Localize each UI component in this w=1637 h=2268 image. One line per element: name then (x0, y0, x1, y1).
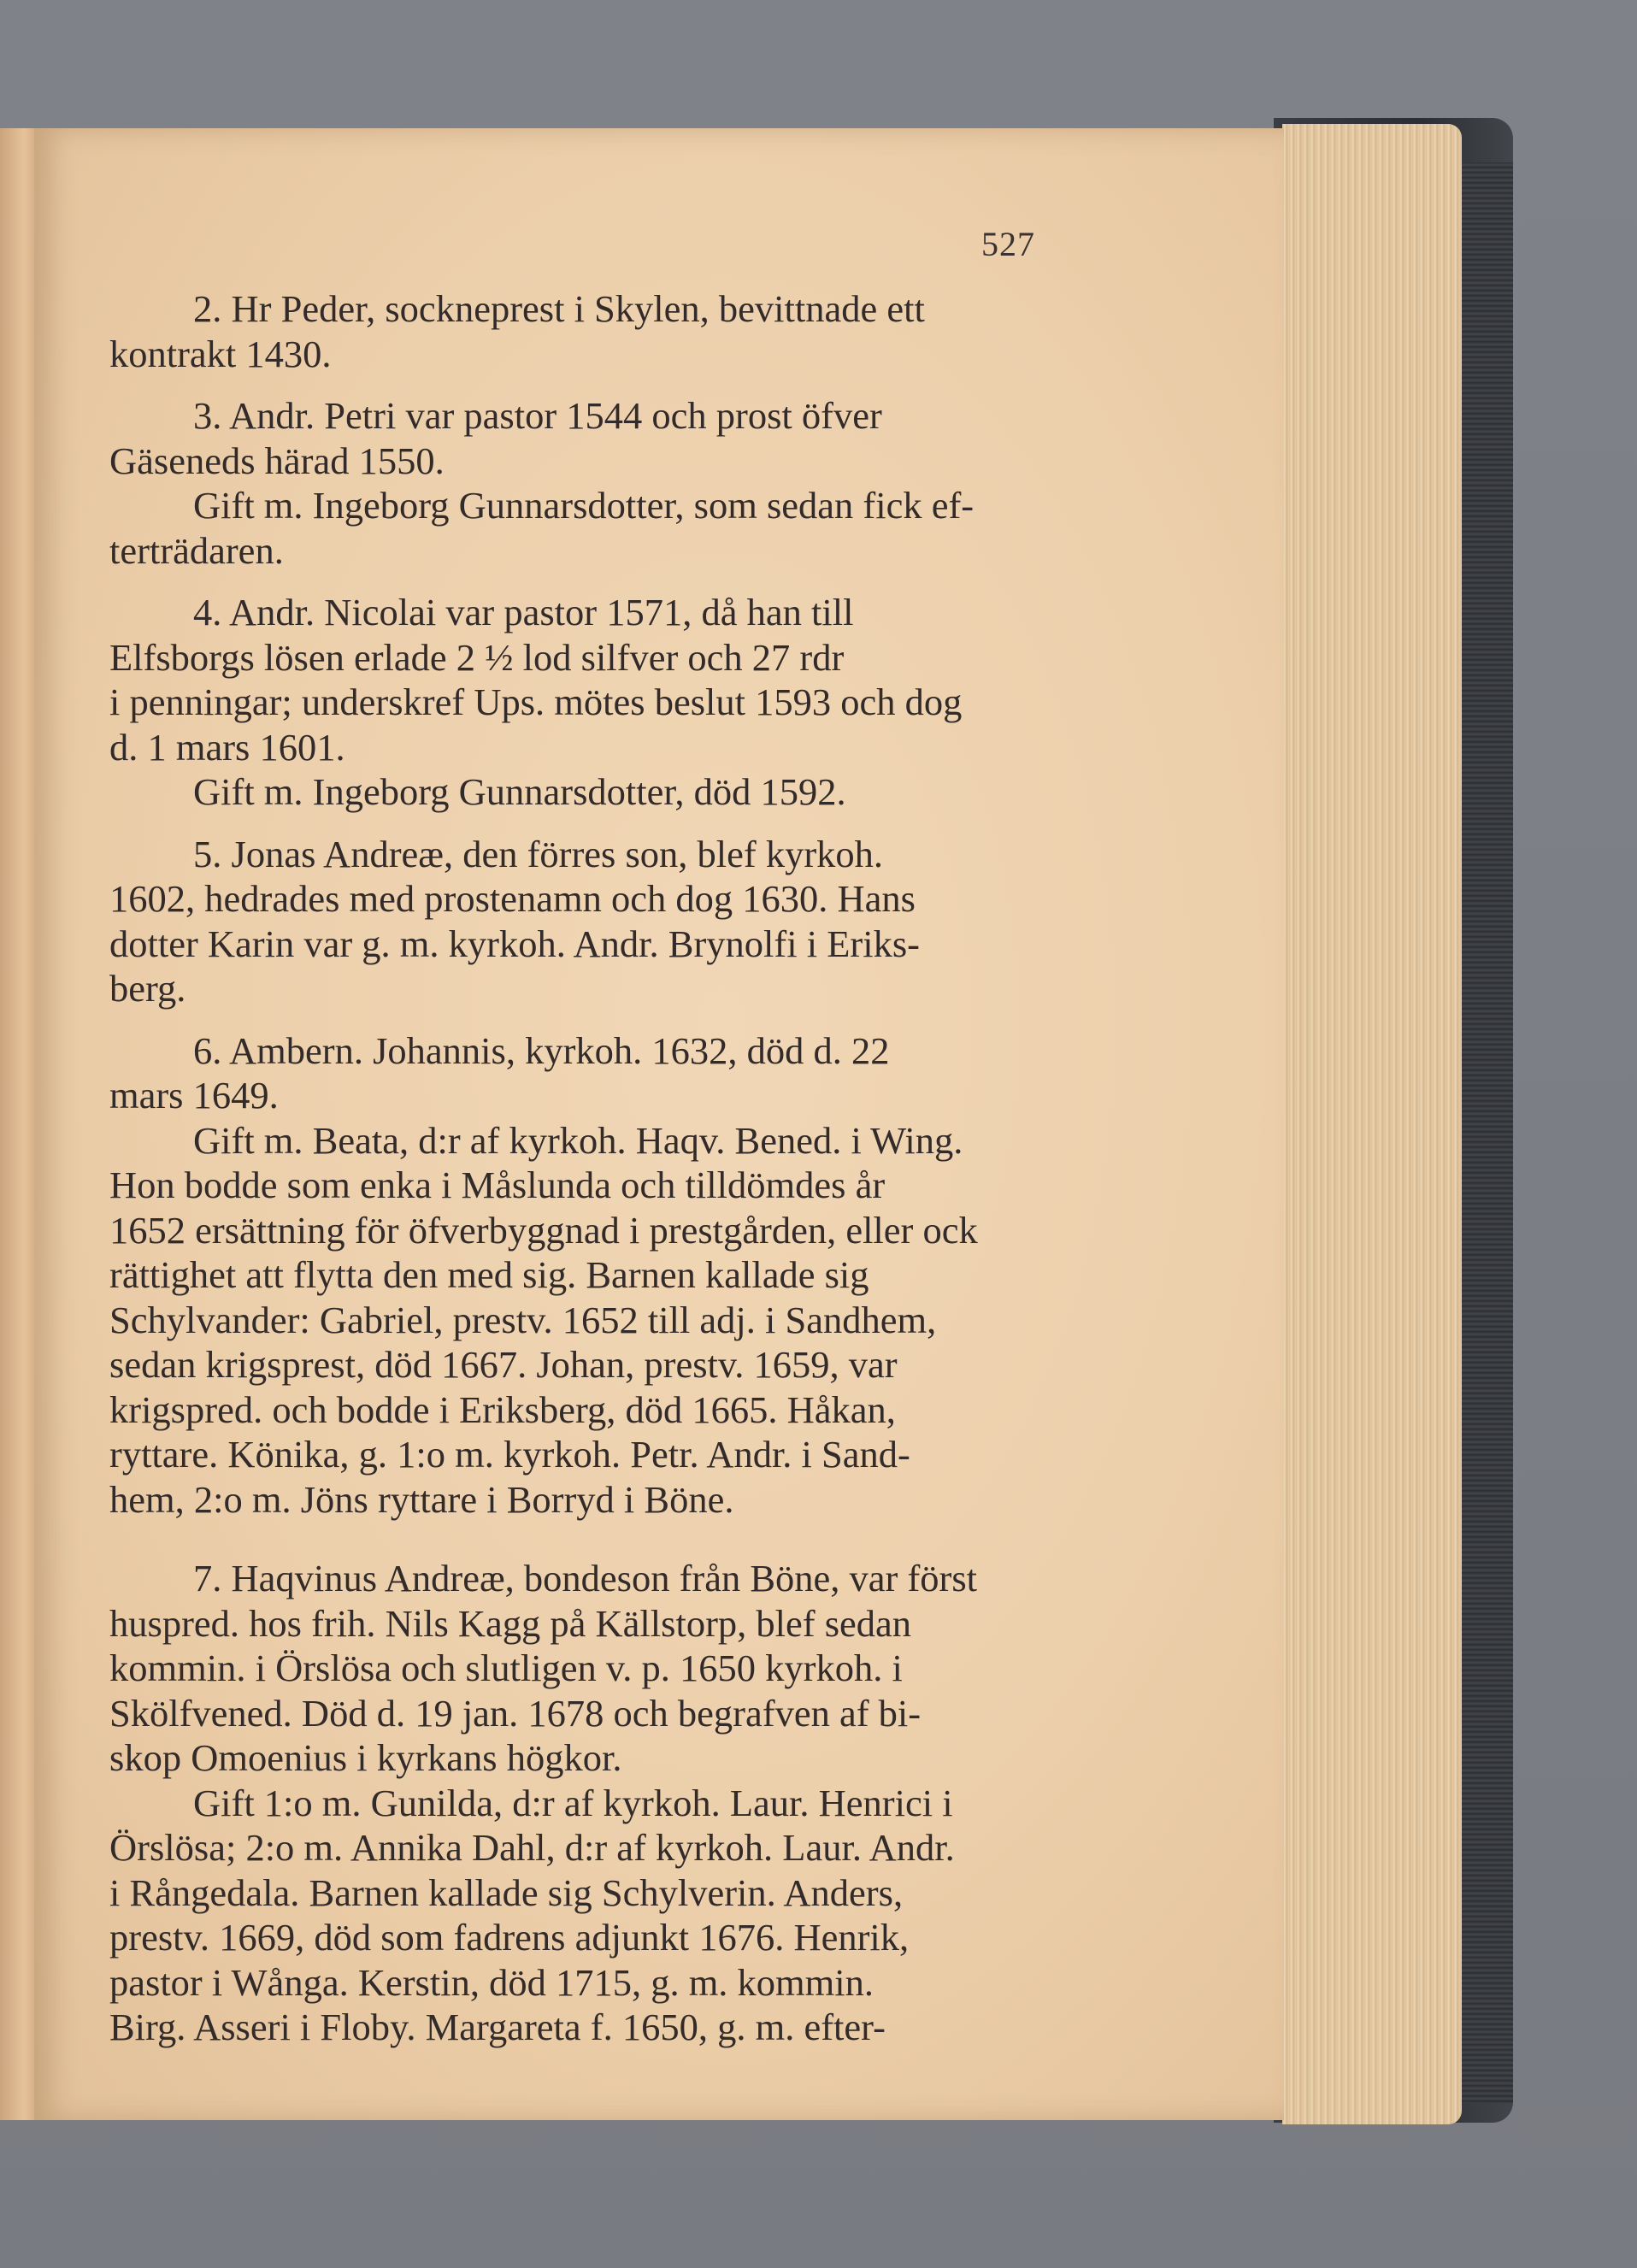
text-line: Elfsborgs lösen erlade 2 ½ lod silfver och 27 rdr (109, 635, 845, 679)
text-line: hem, 2:o m. Jöns ryttare i Borryd i Böne. (109, 1477, 734, 1521)
text-line: Skölfvened. Död d. 19 jan. 1678 och begrafven af bi- (109, 1691, 922, 1735)
text-line: sedan krigsprest, död 1667. Johan, prestv. 1659, var (109, 1343, 898, 1386)
text-line: mars 1649. (109, 1074, 279, 1116)
text-line: Örslösa; 2:o m. Annika Dahl, d:r af kyrkoh. Laur. Andr. (109, 1826, 955, 1869)
facing-page-edge (0, 128, 34, 2120)
entry-5 (109, 832, 1080, 1011)
text-line: ryttare. Könika, g. 1:o m. kyrkoh. Petr. Andr. i Sand- (109, 1433, 910, 1476)
text-line: Gift m. Beata, d:r af kyrkoh. Haqv. Bened. i Wing. (193, 1118, 963, 1162)
text-line: kommin. i Örslösa och slutligen v. p. 1650 kyrkoh. i (109, 1647, 903, 1689)
text-line: i penningar; underskref Ups. mötes beslut 1593 och dog (109, 680, 963, 723)
text-line: Gift m. Ingeborg Gunnarsdotter, som sedan fick ef- (193, 484, 975, 527)
text-line: Hon bodde som enka i Måslunda och tilldömdes år (109, 1163, 886, 1206)
text-line: Gift m. Ingeborg Gunnarsdotter, död 1592. (193, 770, 846, 813)
text-line: 1652 ersättning för öfverbyggnad i prestgården, eller ock (109, 1208, 978, 1252)
page-text (109, 286, 1080, 2067)
text-line: 3. Andr. Petri var pastor 1544 och prost öfver (193, 394, 882, 437)
text-line: Gäseneds härad 1550. (109, 439, 445, 482)
page-block-edge (1282, 124, 1462, 2124)
text-line: Gift 1:o m. Gunilda, d:r af kyrkoh. Laur. Henrici i (193, 1781, 953, 1824)
text-line: Birg. Asseri i Floby. Margareta f. 1650, g. m. efter- (109, 2006, 886, 2048)
entry-4 (109, 590, 1080, 815)
entry-2 (109, 286, 1080, 376)
text-line: kontrakt 1430. (109, 332, 332, 375)
cover-edge (1453, 162, 1513, 2103)
text-line: rättighet att flytta den med sig. Barnen kallade sig (109, 1253, 869, 1296)
entry-3 (109, 393, 1080, 573)
text-line: 6. Ambern. Johannis, kyrkoh. 1632, död d. 22 (193, 1028, 890, 1072)
page-number: 527 (981, 225, 1035, 263)
text-line: 4. Andr. Nicolai var pastor 1571, då han till (193, 591, 854, 633)
text-line: Schylvander: Gabriel, prestv. 1652 till adj. i Sandhem, (109, 1298, 937, 1341)
text-line: pastor i Wånga. Kerstin, död 1715, g. m. kommin. (109, 1960, 874, 2004)
text-line: berg. (109, 967, 186, 1010)
entry-7 (109, 1556, 1080, 2050)
text-line: 2. Hr Peder, sockneprest i Skylen, bevittnade ett (193, 287, 925, 330)
entry-6 (109, 1028, 1080, 1523)
text-line: d. 1 mars 1601. (109, 725, 345, 769)
text-line: huspred. hos frih. Nils Kagg på Källstorp, blef sedan (109, 1601, 912, 1645)
text-line: terträdaren. (109, 528, 284, 572)
text-line: skop Omoenius i kyrkans högkor. (109, 1736, 622, 1779)
text-line: i Rångedala. Barnen kallade sig Schylverin. Anders, (109, 1870, 904, 1914)
text-line: 7. Haqvinus Andreæ, bondeson från Böne, var först (193, 1557, 978, 1599)
text-line: prestv. 1669, död som fadrens adjunkt 1676. Henrik, (109, 1916, 910, 1959)
text-line: 5. Jonas Andreæ, den förres son, blef kyrkoh. (193, 832, 884, 875)
text-line: krigspred. och bodde i Eriksberg, död 1665. Håkan, (109, 1387, 896, 1431)
text-line: dotter Karin var g. m. kyrkoh. Andr. Brynolfi i Eriks- (109, 922, 920, 965)
text-line: 1602, hedrades med prostenamn och dog 1630. Hans (109, 877, 916, 920)
